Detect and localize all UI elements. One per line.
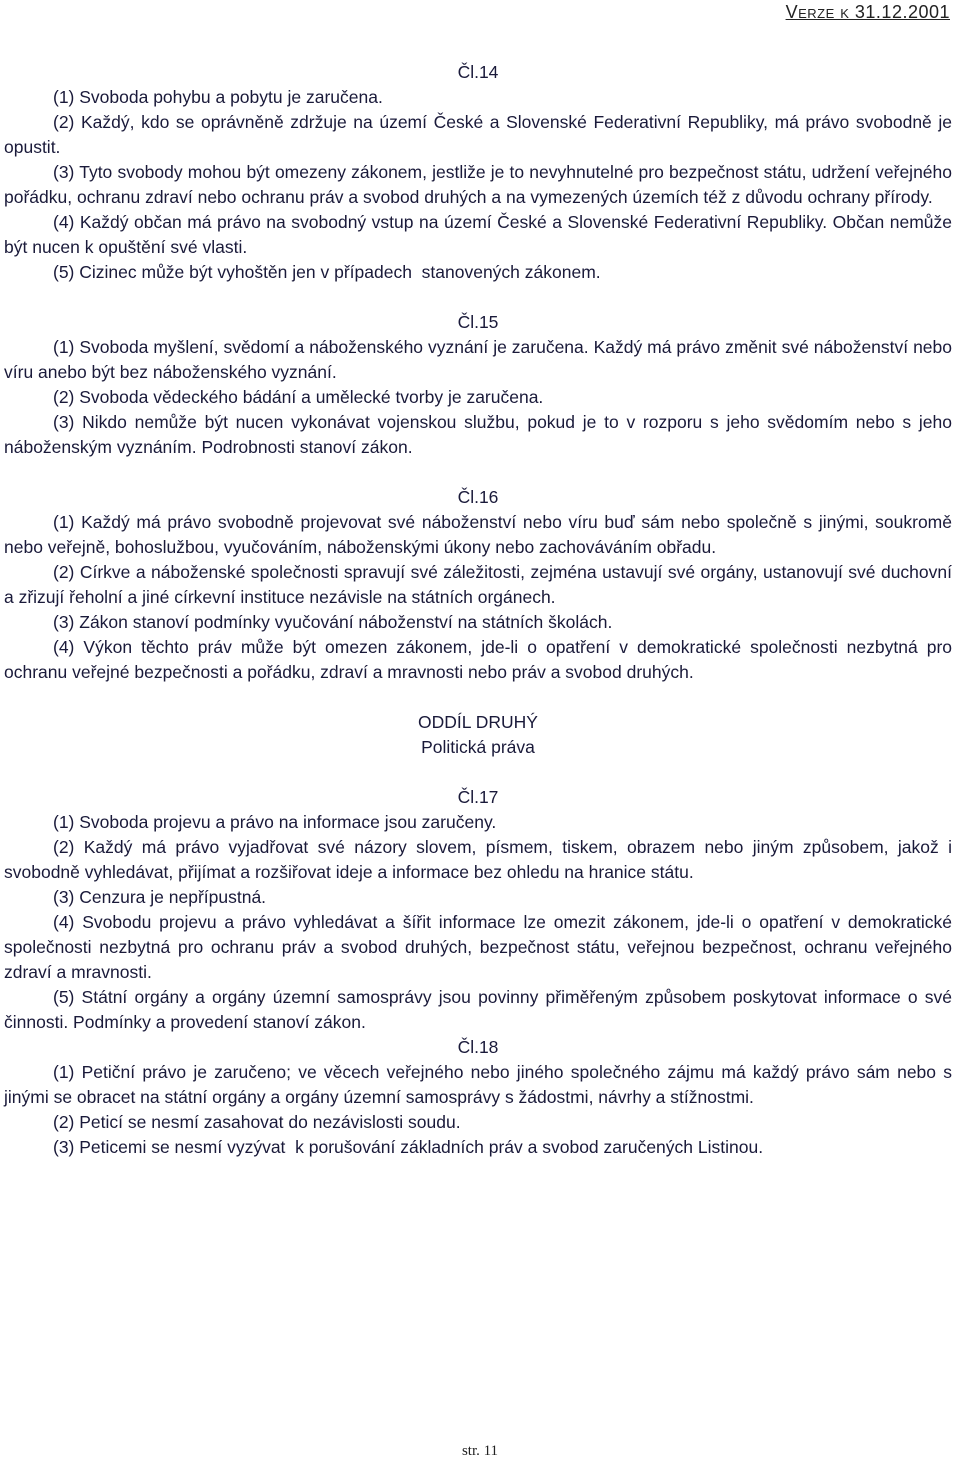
- paragraph: (5) Státní orgány a orgány územní samosprávy jsou povinny přiměřeným způsobem poskytovat informace o své činnosti. Podmínky a provedení stanoví zákon.: [4, 987, 952, 1032]
- paragraph: (2) Peticí se nesmí zasahovat do nezávislosti soudu.: [53, 1112, 461, 1132]
- paragraph: (2) Každý má právo vyjadřovat své názory slovem, písmem, tiskem, obrazem nebo jiným způsobem, jakož i svobodně vyhledávat, přijímat a rozšiřovat ideje a informace bez ohledu na hranice státu.: [4, 837, 952, 882]
- paragraph: (2) Církve a náboženské společnosti spravují své záležitosti, zejména ustavují své orgány, ustanovují své duchovní a zřizují řeholní a jiné církevní instituce nezávisle na státních orgánech.: [4, 562, 952, 607]
- paragraph: (3) Nikdo nemůže být nucen vykonávat vojenskou službu, pokud je to v rozporu s jeho svědomím nebo s jeho náboženským vyznáním. Podrobnosti stanoví zákon.: [4, 412, 952, 457]
- paragraph: (1) Každý má právo svobodně projevovat své náboženství nebo víru buď sám nebo společně s jinými, soukromě nebo veřejně, bohoslužbou, vyučováním, náboženskými úkony nebo zachováváním obřadu.: [4, 512, 952, 557]
- page-number: str. 11: [461, 1443, 499, 1459]
- article-title: Čl.15: [457, 312, 499, 332]
- paragraph: (1) Svoboda myšlení, svědomí a náboženského vyznání je zaručena. Každý má právo změnit své náboženství nebo víru anebo být bez náboženského vyznání.: [4, 337, 952, 382]
- article-title: Čl.18: [457, 1037, 499, 1057]
- paragraph: (4) Svobodu projevu a právo vyhledávat a šířit informace lze omezit zákonem, jde-li o opatření v demokratické společnosti nezbytná pro ochranu práv a svobod druhých, bezpečnost státu, veřejnou bezpečnost, ochranu veřejného zdraví a mravnosti.: [4, 912, 952, 982]
- paragraph: (1) Svoboda projevu a právo na informace jsou zaručeny.: [53, 812, 497, 832]
- paragraph: (3) Zákon stanoví podmínky vyučování náboženství na státních školách.: [53, 612, 613, 632]
- paragraph: (3) Tyto svobody mohou být omezeny zákonem, jestliže je to nevyhnutelné pro bezpečnost státu, udržení veřejného pořádku, ochranu zdraví nebo ochranu práv a svobod druhých a na vymezených územích též z důvodu ochrany přírody.: [4, 162, 952, 207]
- paragraph: (2) Každý, kdo se oprávněně zdržuje na území České a Slovenské Federativní Republiky, má právo svobodně je opustit.: [4, 112, 952, 157]
- article-title: Čl.14: [457, 62, 499, 82]
- version-header: Verze k 31.12.2001: [785, 2, 950, 22]
- article-title: Čl.16: [457, 487, 499, 507]
- section-subtitle: Politická práva: [421, 737, 535, 757]
- paragraph: (1) Petiční právo je zaručeno; ve věcech veřejného nebo jiného společného zájmu má každý právo sám nebo s jinými se obracet na státní orgány a orgány územní samosprávy s žádostmi, návrhy a stížnostmi.: [4, 1062, 952, 1107]
- paragraph: (1) Svoboda pohybu a pobytu je zaručena.: [53, 87, 383, 107]
- paragraph: (4) Každý občan má právo na svobodný vstup na území České a Slovenské Federativní Republiky. Občan nemůže být nucen k opuštění své vlasti.: [4, 212, 952, 257]
- section-title: ODDÍL DRUHÝ: [418, 712, 538, 732]
- paragraph: (4) Výkon těchto práv může být omezen zákonem, jde-li o opatření v demokratické společnosti nezbytná pro ochranu veřejné bezpečnosti a pořádku, zdraví a mravnosti nebo práv a svobod druhých.: [4, 637, 952, 682]
- paragraph: (5) Cizinec může být vyhoštěn jen v případech stanovených zákonem.: [53, 262, 601, 282]
- paragraph: (3) Peticemi se nesmí vyzývat k porušování základních práv a svobod zaručených Listinou.: [53, 1137, 764, 1157]
- paragraph: (2) Svoboda vědeckého bádání a umělecké tvorby je zaručena.: [53, 387, 544, 407]
- article-title: Čl.17: [457, 787, 499, 807]
- paragraph: (3) Cenzura je nepřípustná.: [53, 887, 267, 907]
- document-body: [4, 60, 952, 1160]
